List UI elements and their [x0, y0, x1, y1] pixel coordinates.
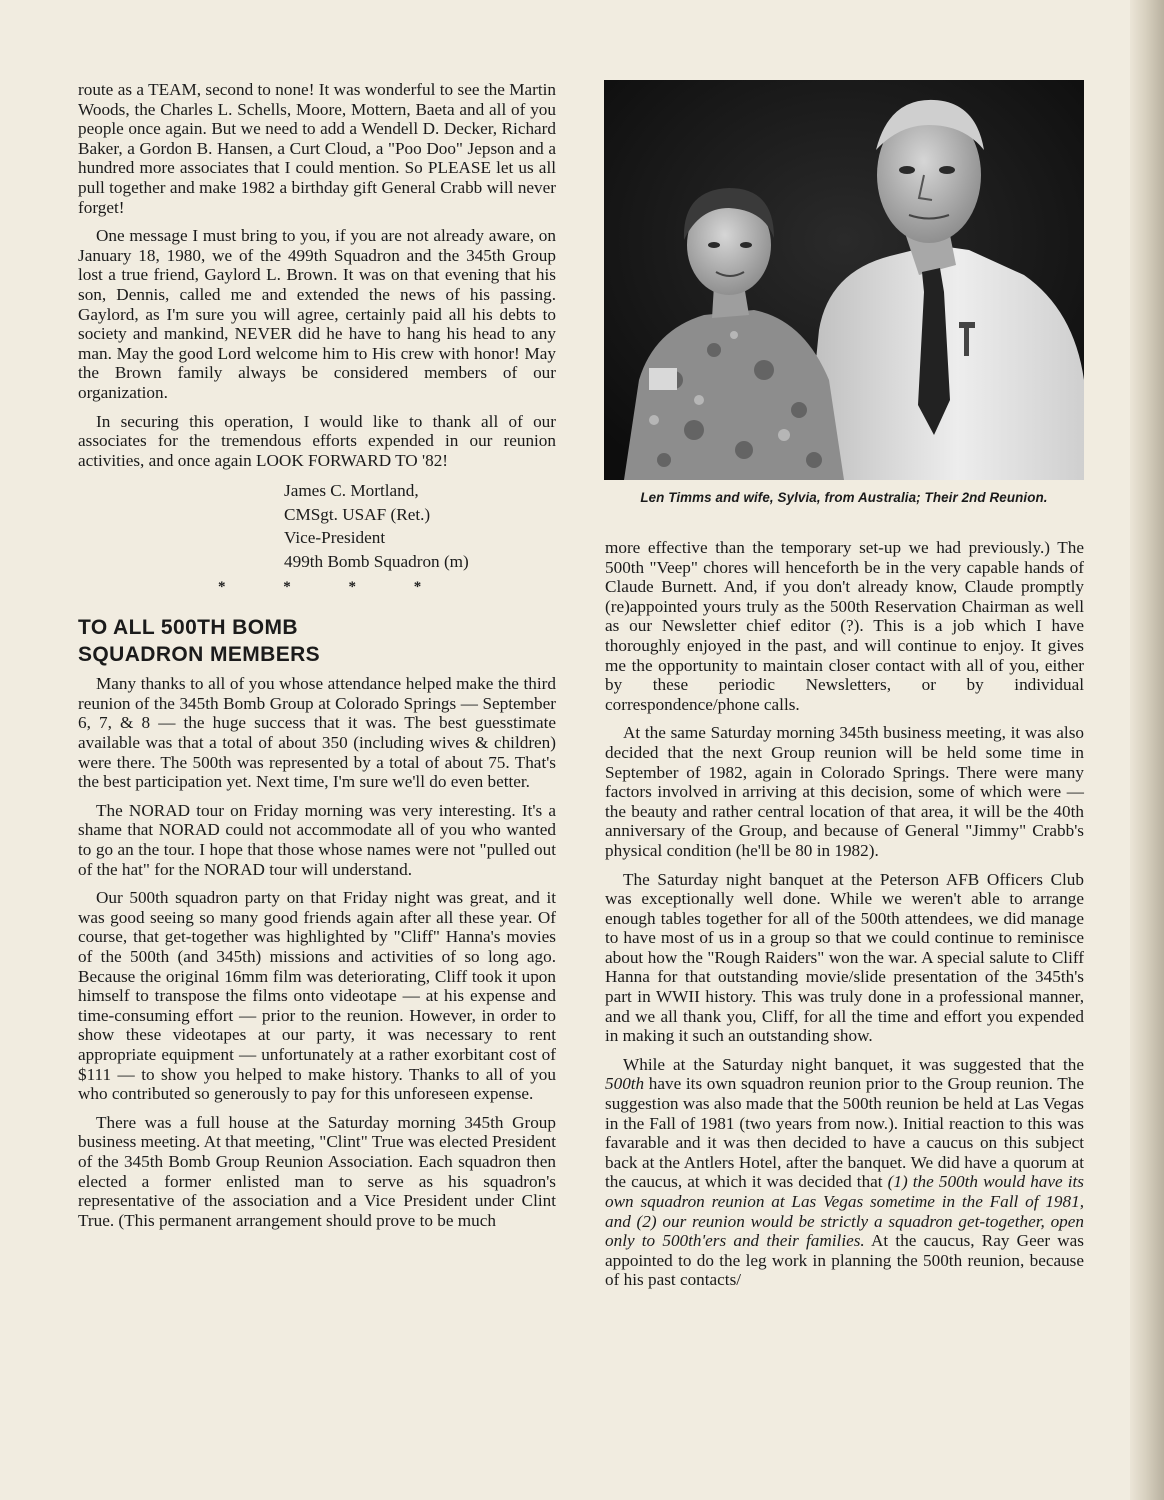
- signature-rank: CMSgt. USAF (Ret.): [284, 504, 431, 524]
- paragraph: There was a full house at the Saturday morning 345th Group business meeting. At that meeting, "Clint" True was elected President of the 345th Bomb Group Reunion Association. Each squadron then elected a former enlisted man to serve as his squadron's representative of the association and a Vice President under Clint True. (This permanent arrangement should prove to be much: [78, 1112, 556, 1230]
- page-edge: [1130, 0, 1164, 1500]
- paragraph: Many thanks to all of you whose attendance helped make the third reunion of the 345th Bomb Group at Colorado Springs — September 6, 7, & 8 — the huge success that it was. The best guesstimate available was that a total of about 350 (including wives & children) were there. The 500th was represented by a total of about 75. That's the best participation yet. Next time, I'm sure we'll do even better.: [78, 674, 556, 792]
- signature-title: Vice-President: [284, 528, 386, 548]
- paragraph: The NORAD tour on Friday morning was very interesting. It's a shame that NORAD could not accommodate all of you who wanted to go an the tour. I hope that those whose names were not "pulled out of the hat" for the NORAD tour will understand.: [78, 800, 556, 879]
- article-heading: [78, 614, 556, 668]
- signature-unit: 499th Bomb Squadron (m): [284, 551, 469, 571]
- photo: [604, 80, 1084, 480]
- heading-line-2: SQUADRON MEMBERS: [78, 643, 321, 667]
- signature-block: [284, 479, 556, 573]
- text-run: While at the Saturday night banquet, it was suggested that the: [623, 1054, 1084, 1074]
- paragraph: One message I must bring to you, if you are not already aware, on January 18, 1980, we of the 499th Squadron and the 345th Group lost a true friend, Gaylord L. Brown. It was on that evening that his son, Dennis, called me and extended the news of his passing. Gaylord, as I'm sure you will agree, certainly paid all his debts to society and mankind, NEVER did he have to hang his head to any man. May the good Lord welcome him to His crew with honor! May the Brown family always be considered members of our organization.: [78, 226, 556, 402]
- italic-text-run: 500th: [605, 1074, 645, 1094]
- left-column: [78, 80, 556, 1239]
- photo-couple-image: [604, 80, 1084, 480]
- paragraph: Our 500th squadron party on that Friday night was great, and it was good seeing so many good friends again after all these year. Of course, that get-together was highlighted by "Cliff" Hanna's movies of the 500th (and 345th) missions and activities of so long ago. Because the original 16mm film was deteriorating, Cliff took it upon himself to transpose the films onto videotape — at his expense and time-consuming effort — prior to the reunion. However, in order to show these videotapes at our party, it was necessary to rent appropriate equipment — unfortunately at a rather exorbitant cost of $111 — to show you helped to make history. Thanks to all of you who contributed so generously to pay for this unforeseen expense.: [78, 888, 556, 1104]
- paragraph: At the same Saturday morning 345th business meeting, it was also decided that the next Group reunion will be held some time in September of 1982, again in Colorado Springs. There were many factors involved in arriving at this decision, some of which were — the beauty and rather central location of that area, it will be the 40th anniversary of the Group, and because of General "Jimmy" Crabb's physical condition (he'll be 80 in 1982).: [605, 723, 1084, 860]
- paragraph: [605, 1055, 1084, 1290]
- signature-name: James C. Mortland,: [284, 481, 419, 501]
- text-run: At the caucus, Ray Geer was appointed to do the leg work in planning the 500th reunion, because of his past contacts/: [605, 1231, 1084, 1290]
- paragraph: In securing this operation, I would like to thank all of our associates for the tremendous efforts expended in our reunion activities, and once again LOOK FORWARD TO '82!: [78, 411, 556, 470]
- right-column: [605, 538, 1084, 1299]
- section-separator: * * * *: [218, 579, 424, 596]
- photo-caption: Len Timms and wife, Sylvia, from Australia; Their 2nd Reunion.: [640, 490, 1048, 505]
- italic-text-run: (1) the 500th would have its own squadron reunion at Las Vegas sometime in the Fall of 1981, and (2) our reunion would be strictly a squadron get-together, open only to 500th'ers and their families.: [605, 1172, 1084, 1251]
- paragraph: The Saturday night banquet at the Peterson AFB Officers Club was exceptionally well done. While we weren't able to arrange enough tables together for all of the 500th attendees, we did manage to have most of us in a group so that we could continue to reminisce about how the "Rough Raiders" won the war. A special salute to Cliff Hanna for that outstanding movie/slide presentation of the 345th's part in WWII history. This was truly done in a professional manner, and we all thank you, Cliff, for all the time and effort you expended in making it such an outstanding show.: [605, 869, 1084, 1046]
- paragraph: more effective than the temporary set-up we had previously.) The 500th "Veep" chores will henceforth be in the very capable hands of Claude Burnett. And, if you don't already know, Claude promptly (re)appointed yours truly as the 500th Reservation Chairman as well as our Newsletter chief editor (?). This is a job which I have thoroughly enjoyed in the past, and will continue to enjoy. It gives me the opportunity to maintain closer contact with all of you, either by these periodic Newsletters, or by individual correspondence/phone calls.: [605, 538, 1084, 714]
- heading-line-1: TO ALL 500TH BOMB: [78, 616, 298, 640]
- text-run: have its own squadron reunion prior to the Group reunion. The suggestion was also made that the 500th reunion be held at Las Vegas in the Fall of 1981 (two years from now.). Initial reaction to this was favarable and it was then decided to have a caucus on this subject back at the Antlers Hotel, after the banquet. We did have a quorum at the caucus, at which it was decided that: [605, 1074, 1084, 1192]
- paragraph: route as a TEAM, second to none! It was wonderful to see the Martin Woods, the Charles L. Schells, Moore, Mottern, Baeta and all of you people once again. But we need to add a Wendell D. Decker, Richard Baker, a Gordon B. Hansen, a Curt Cloud, a "Poo Doo" Jepson and a hundred more associates that I could mention. So PLEASE let us all pull together and make 1982 a birthday gift General Crabb will never forget!: [78, 80, 556, 217]
